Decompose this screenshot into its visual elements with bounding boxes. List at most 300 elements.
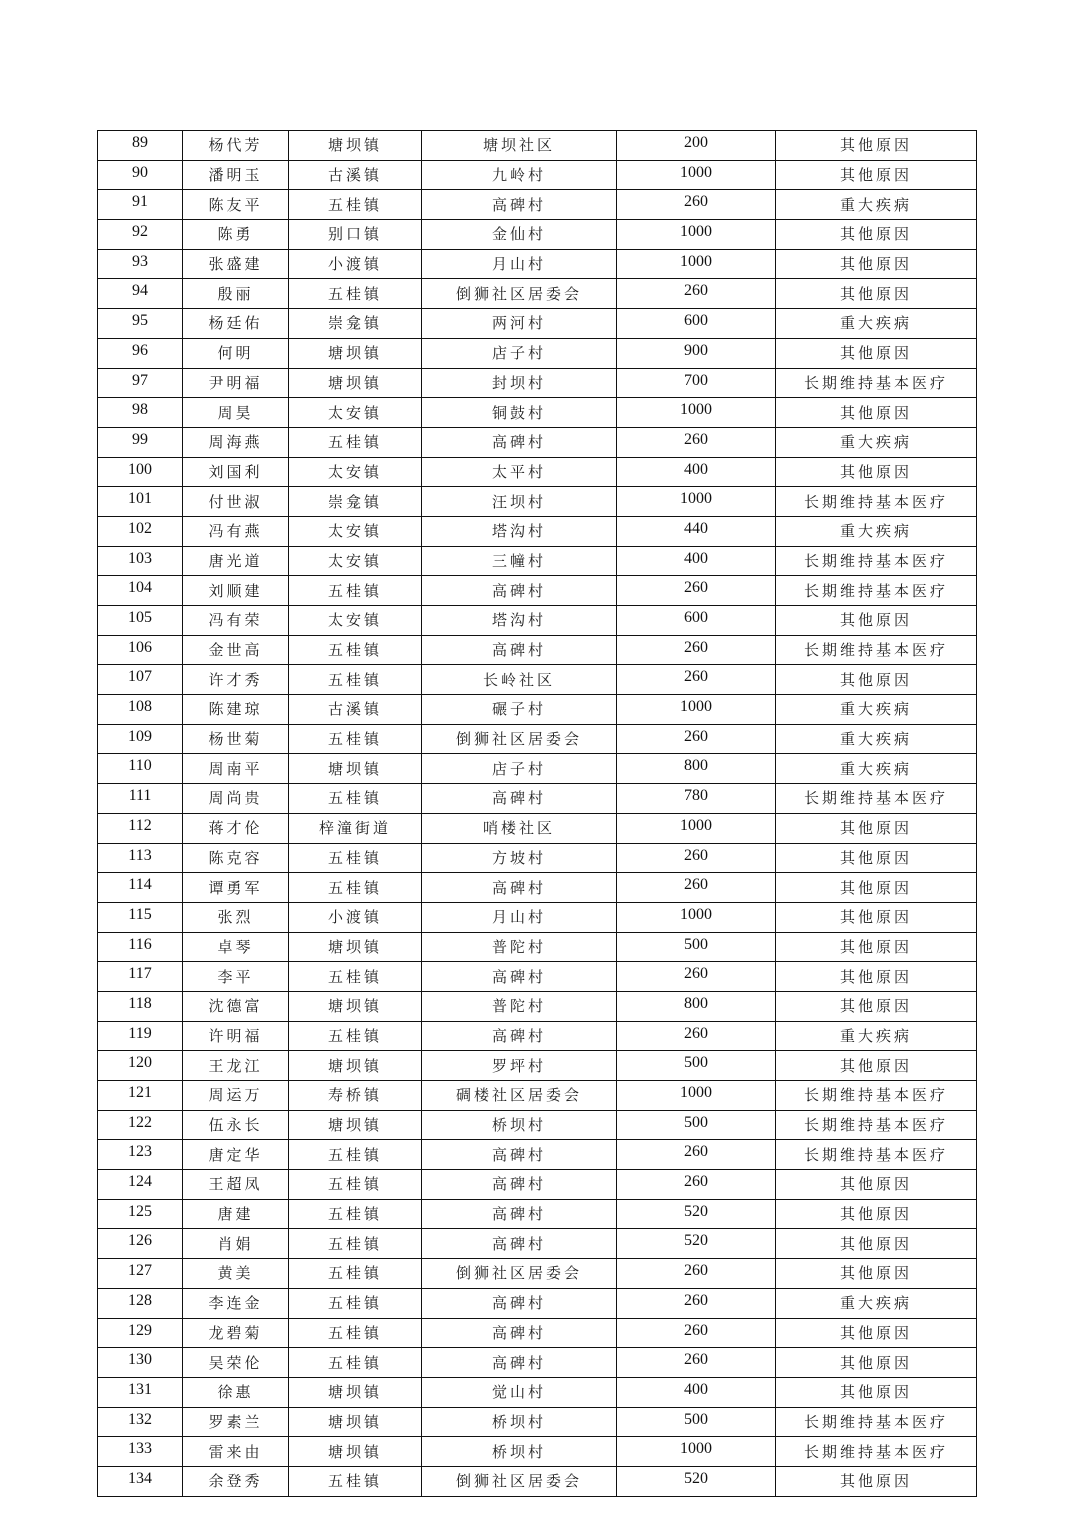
table-row xyxy=(98,1140,977,1170)
cell-village: 三幢村 xyxy=(422,546,617,576)
cell-index: 105 xyxy=(98,606,183,636)
cell-amount: 900 xyxy=(617,338,776,368)
cell-name: 杨世菊 xyxy=(183,724,289,754)
table-row xyxy=(98,1229,977,1259)
cell-reason: 重大疾病 xyxy=(776,724,977,754)
cell-village: 倒狮社区居委会 xyxy=(422,724,617,754)
cell-name: 张盛建 xyxy=(183,249,289,279)
cell-index: 134 xyxy=(98,1466,183,1496)
table-row xyxy=(98,813,977,843)
table-row xyxy=(98,309,977,339)
cell-reason: 其他原因 xyxy=(776,160,977,190)
cell-index: 122 xyxy=(98,1110,183,1140)
cell-amount: 520 xyxy=(617,1229,776,1259)
cell-town: 五桂镇 xyxy=(289,873,422,903)
cell-town: 梓潼街道 xyxy=(289,813,422,843)
cell-town: 别口镇 xyxy=(289,220,422,250)
cell-name: 唐建 xyxy=(183,1199,289,1229)
cell-town: 五桂镇 xyxy=(289,784,422,814)
cell-reason: 重大疾病 xyxy=(776,1021,977,1051)
cell-name: 杨廷佑 xyxy=(183,309,289,339)
cell-reason: 长期维持基本医疗 xyxy=(776,784,977,814)
cell-index: 90 xyxy=(98,160,183,190)
cell-village: 高碑村 xyxy=(422,1318,617,1348)
cell-index: 131 xyxy=(98,1377,183,1407)
cell-index: 103 xyxy=(98,546,183,576)
cell-index: 125 xyxy=(98,1199,183,1229)
table-row xyxy=(98,1170,977,1200)
cell-index: 119 xyxy=(98,1021,183,1051)
cell-reason: 其他原因 xyxy=(776,932,977,962)
cell-amount: 1000 xyxy=(617,902,776,932)
cell-amount: 440 xyxy=(617,516,776,546)
cell-reason: 其他原因 xyxy=(776,279,977,309)
cell-amount: 260 xyxy=(617,1140,776,1170)
table-row xyxy=(98,991,977,1021)
cell-village: 高碑村 xyxy=(422,1199,617,1229)
cell-name: 雷来由 xyxy=(183,1437,289,1467)
cell-reason: 长期维持基本医疗 xyxy=(776,487,977,517)
cell-index: 130 xyxy=(98,1348,183,1378)
cell-village: 倒狮社区居委会 xyxy=(422,1259,617,1289)
cell-name: 黄美 xyxy=(183,1259,289,1289)
cell-index: 106 xyxy=(98,635,183,665)
cell-reason: 长期维持基本医疗 xyxy=(776,546,977,576)
table-row xyxy=(98,784,977,814)
cell-name: 肖娟 xyxy=(183,1229,289,1259)
cell-index: 98 xyxy=(98,398,183,428)
cell-amount: 260 xyxy=(617,190,776,220)
table-row xyxy=(98,487,977,517)
cell-reason: 长期维持基本医疗 xyxy=(776,1081,977,1111)
cell-reason: 长期维持基本医疗 xyxy=(776,1140,977,1170)
cell-village: 月山村 xyxy=(422,249,617,279)
cell-index: 93 xyxy=(98,249,183,279)
cell-index: 97 xyxy=(98,368,183,398)
cell-reason: 重大疾病 xyxy=(776,754,977,784)
cell-town: 五桂镇 xyxy=(289,1259,422,1289)
cell-index: 117 xyxy=(98,962,183,992)
table-row xyxy=(98,754,977,784)
cell-reason: 其他原因 xyxy=(776,249,977,279)
cell-name: 卓琴 xyxy=(183,932,289,962)
table-row xyxy=(98,665,977,695)
cell-village: 高碑村 xyxy=(422,190,617,220)
cell-town: 五桂镇 xyxy=(289,427,422,457)
cell-name: 张烈 xyxy=(183,902,289,932)
cell-name: 尹明福 xyxy=(183,368,289,398)
cell-village: 方坡村 xyxy=(422,843,617,873)
cell-reason: 其他原因 xyxy=(776,220,977,250)
cell-village: 高碑村 xyxy=(422,1348,617,1378)
cell-name: 唐光道 xyxy=(183,546,289,576)
cell-index: 127 xyxy=(98,1259,183,1289)
table-row xyxy=(98,932,977,962)
cell-town: 塘坝镇 xyxy=(289,932,422,962)
table-row xyxy=(98,249,977,279)
table-row xyxy=(98,279,977,309)
table-row xyxy=(98,427,977,457)
cell-index: 109 xyxy=(98,724,183,754)
cell-name: 付世淑 xyxy=(183,487,289,517)
cell-town: 五桂镇 xyxy=(289,576,422,606)
table-row xyxy=(98,1259,977,1289)
cell-village: 哨楼社区 xyxy=(422,813,617,843)
cell-village: 觉山村 xyxy=(422,1377,617,1407)
cell-name: 殷丽 xyxy=(183,279,289,309)
cell-name: 唐定华 xyxy=(183,1140,289,1170)
cell-town: 塘坝镇 xyxy=(289,991,422,1021)
table-row xyxy=(98,576,977,606)
cell-town: 太安镇 xyxy=(289,398,422,428)
cell-name: 周昊 xyxy=(183,398,289,428)
cell-index: 128 xyxy=(98,1288,183,1318)
cell-reason: 其他原因 xyxy=(776,843,977,873)
cell-town: 塘坝镇 xyxy=(289,1051,422,1081)
cell-amount: 1000 xyxy=(617,487,776,517)
cell-reason: 其他原因 xyxy=(776,1199,977,1229)
cell-index: 126 xyxy=(98,1229,183,1259)
cell-index: 132 xyxy=(98,1407,183,1437)
cell-index: 92 xyxy=(98,220,183,250)
cell-amount: 500 xyxy=(617,1407,776,1437)
table-row xyxy=(98,546,977,576)
cell-name: 吴荣伦 xyxy=(183,1348,289,1378)
cell-town: 五桂镇 xyxy=(289,1348,422,1378)
cell-reason: 其他原因 xyxy=(776,1051,977,1081)
cell-name: 刘顺建 xyxy=(183,576,289,606)
cell-index: 113 xyxy=(98,843,183,873)
cell-index: 101 xyxy=(98,487,183,517)
cell-village: 碉楼社区居委会 xyxy=(422,1081,617,1111)
cell-index: 104 xyxy=(98,576,183,606)
cell-index: 114 xyxy=(98,873,183,903)
table-row xyxy=(98,160,977,190)
cell-town: 五桂镇 xyxy=(289,279,422,309)
cell-reason: 其他原因 xyxy=(776,131,977,161)
cell-reason: 长期维持基本医疗 xyxy=(776,1110,977,1140)
cell-reason: 其他原因 xyxy=(776,813,977,843)
cell-town: 古溪镇 xyxy=(289,160,422,190)
cell-name: 周尚贵 xyxy=(183,784,289,814)
cell-town: 五桂镇 xyxy=(289,962,422,992)
cell-village: 塘坝社区 xyxy=(422,131,617,161)
cell-amount: 800 xyxy=(617,991,776,1021)
cell-name: 沈德富 xyxy=(183,991,289,1021)
cell-reason: 其他原因 xyxy=(776,902,977,932)
table-row xyxy=(98,873,977,903)
table-row xyxy=(98,1466,977,1496)
cell-village: 高碑村 xyxy=(422,427,617,457)
cell-index: 120 xyxy=(98,1051,183,1081)
cell-village: 倒狮社区居委会 xyxy=(422,279,617,309)
cell-amount: 260 xyxy=(617,665,776,695)
cell-name: 王龙江 xyxy=(183,1051,289,1081)
cell-village: 桥坝村 xyxy=(422,1437,617,1467)
cell-index: 96 xyxy=(98,338,183,368)
cell-amount: 260 xyxy=(617,1288,776,1318)
cell-index: 123 xyxy=(98,1140,183,1170)
cell-town: 五桂镇 xyxy=(289,1170,422,1200)
cell-reason: 其他原因 xyxy=(776,665,977,695)
cell-amount: 500 xyxy=(617,932,776,962)
cell-village: 罗坪村 xyxy=(422,1051,617,1081)
cell-amount: 260 xyxy=(617,962,776,992)
cell-name: 龙碧菊 xyxy=(183,1318,289,1348)
cell-amount: 500 xyxy=(617,1051,776,1081)
cell-village: 九岭村 xyxy=(422,160,617,190)
cell-village: 桥坝村 xyxy=(422,1407,617,1437)
cell-index: 112 xyxy=(98,813,183,843)
cell-village: 店子村 xyxy=(422,754,617,784)
table-row xyxy=(98,1318,977,1348)
cell-index: 99 xyxy=(98,427,183,457)
cell-town: 五桂镇 xyxy=(289,635,422,665)
cell-town: 塘坝镇 xyxy=(289,368,422,398)
cell-village: 普陀村 xyxy=(422,991,617,1021)
cell-reason: 其他原因 xyxy=(776,457,977,487)
cell-index: 89 xyxy=(98,131,183,161)
cell-name: 周南平 xyxy=(183,754,289,784)
cell-village: 长岭社区 xyxy=(422,665,617,695)
table-row xyxy=(98,1021,977,1051)
cell-index: 110 xyxy=(98,754,183,784)
cell-amount: 1000 xyxy=(617,1437,776,1467)
cell-town: 五桂镇 xyxy=(289,1021,422,1051)
cell-village: 封坝村 xyxy=(422,368,617,398)
cell-name: 周运万 xyxy=(183,1081,289,1111)
table-row xyxy=(98,1288,977,1318)
table-row xyxy=(98,220,977,250)
cell-amount: 260 xyxy=(617,576,776,606)
cell-name: 伍永长 xyxy=(183,1110,289,1140)
cell-reason: 其他原因 xyxy=(776,606,977,636)
cell-town: 寿桥镇 xyxy=(289,1081,422,1111)
table-row xyxy=(98,1407,977,1437)
cell-town: 太安镇 xyxy=(289,457,422,487)
cell-town: 五桂镇 xyxy=(289,1288,422,1318)
cell-amount: 800 xyxy=(617,754,776,784)
cell-village: 铜鼓村 xyxy=(422,398,617,428)
table-row xyxy=(98,902,977,932)
cell-name: 罗素兰 xyxy=(183,1407,289,1437)
cell-town: 五桂镇 xyxy=(289,665,422,695)
cell-reason: 其他原因 xyxy=(776,1377,977,1407)
cell-amount: 260 xyxy=(617,635,776,665)
cell-town: 五桂镇 xyxy=(289,1199,422,1229)
cell-name: 陈勇 xyxy=(183,220,289,250)
cell-village: 塔沟村 xyxy=(422,516,617,546)
cell-amount: 1000 xyxy=(617,220,776,250)
cell-amount: 520 xyxy=(617,1466,776,1496)
cell-town: 太安镇 xyxy=(289,516,422,546)
assistance-table xyxy=(97,130,977,1497)
table-row xyxy=(98,962,977,992)
cell-name: 余登秀 xyxy=(183,1466,289,1496)
cell-reason: 重大疾病 xyxy=(776,1288,977,1318)
cell-village: 高碑村 xyxy=(422,635,617,665)
cell-name: 陈克容 xyxy=(183,843,289,873)
cell-village: 倒狮社区居委会 xyxy=(422,1466,617,1496)
table-row xyxy=(98,1437,977,1467)
table-row xyxy=(98,338,977,368)
cell-name: 李连金 xyxy=(183,1288,289,1318)
cell-name: 许明福 xyxy=(183,1021,289,1051)
cell-village: 太平村 xyxy=(422,457,617,487)
cell-town: 古溪镇 xyxy=(289,695,422,725)
table-row xyxy=(98,131,977,161)
table-row xyxy=(98,398,977,428)
cell-village: 桥坝村 xyxy=(422,1110,617,1140)
cell-amount: 700 xyxy=(617,368,776,398)
cell-index: 102 xyxy=(98,516,183,546)
cell-town: 五桂镇 xyxy=(289,1466,422,1496)
table-row xyxy=(98,1377,977,1407)
cell-amount: 260 xyxy=(617,873,776,903)
cell-village: 月山村 xyxy=(422,902,617,932)
cell-name: 李平 xyxy=(183,962,289,992)
cell-amount: 520 xyxy=(617,1199,776,1229)
cell-amount: 260 xyxy=(617,1021,776,1051)
cell-village: 高碑村 xyxy=(422,1288,617,1318)
cell-name: 蒋才伦 xyxy=(183,813,289,843)
table-row xyxy=(98,1348,977,1378)
cell-amount: 260 xyxy=(617,1348,776,1378)
cell-town: 五桂镇 xyxy=(289,1140,422,1170)
cell-town: 五桂镇 xyxy=(289,724,422,754)
cell-town: 塘坝镇 xyxy=(289,1407,422,1437)
cell-amount: 600 xyxy=(617,309,776,339)
cell-town: 小渡镇 xyxy=(289,249,422,279)
cell-index: 95 xyxy=(98,309,183,339)
table-row xyxy=(98,1051,977,1081)
cell-amount: 600 xyxy=(617,606,776,636)
cell-index: 100 xyxy=(98,457,183,487)
cell-town: 塘坝镇 xyxy=(289,1110,422,1140)
cell-reason: 其他原因 xyxy=(776,338,977,368)
cell-reason: 长期维持基本医疗 xyxy=(776,368,977,398)
cell-index: 111 xyxy=(98,784,183,814)
cell-index: 94 xyxy=(98,279,183,309)
cell-reason: 其他原因 xyxy=(776,1229,977,1259)
cell-village: 高碑村 xyxy=(422,1021,617,1051)
cell-town: 崇龛镇 xyxy=(289,487,422,517)
cell-amount: 1000 xyxy=(617,695,776,725)
cell-amount: 400 xyxy=(617,546,776,576)
cell-town: 塘坝镇 xyxy=(289,131,422,161)
cell-village: 店子村 xyxy=(422,338,617,368)
cell-amount: 260 xyxy=(617,1259,776,1289)
table-row xyxy=(98,635,977,665)
cell-index: 115 xyxy=(98,902,183,932)
cell-amount: 1000 xyxy=(617,398,776,428)
cell-town: 塘坝镇 xyxy=(289,1377,422,1407)
table-body xyxy=(98,131,977,1497)
cell-name: 金世高 xyxy=(183,635,289,665)
cell-index: 118 xyxy=(98,991,183,1021)
cell-reason: 其他原因 xyxy=(776,1466,977,1496)
cell-town: 五桂镇 xyxy=(289,1318,422,1348)
cell-amount: 1000 xyxy=(617,249,776,279)
cell-amount: 260 xyxy=(617,1170,776,1200)
table-row xyxy=(98,1081,977,1111)
cell-index: 121 xyxy=(98,1081,183,1111)
cell-index: 107 xyxy=(98,665,183,695)
cell-town: 塘坝镇 xyxy=(289,754,422,784)
table-row xyxy=(98,843,977,873)
cell-name: 冯有燕 xyxy=(183,516,289,546)
cell-reason: 重大疾病 xyxy=(776,695,977,725)
table-row xyxy=(98,1110,977,1140)
cell-reason: 长期维持基本医疗 xyxy=(776,576,977,606)
cell-name: 刘国利 xyxy=(183,457,289,487)
cell-reason: 重大疾病 xyxy=(776,427,977,457)
cell-reason: 其他原因 xyxy=(776,873,977,903)
cell-reason: 其他原因 xyxy=(776,1170,977,1200)
cell-amount: 1000 xyxy=(617,813,776,843)
cell-town: 五桂镇 xyxy=(289,1229,422,1259)
cell-town: 塘坝镇 xyxy=(289,338,422,368)
cell-village: 高碑村 xyxy=(422,784,617,814)
table-row xyxy=(98,695,977,725)
cell-reason: 重大疾病 xyxy=(776,309,977,339)
cell-town: 崇龛镇 xyxy=(289,309,422,339)
cell-reason: 长期维持基本医疗 xyxy=(776,1437,977,1467)
cell-reason: 其他原因 xyxy=(776,1318,977,1348)
cell-village: 高碑村 xyxy=(422,1140,617,1170)
cell-village: 高碑村 xyxy=(422,1170,617,1200)
cell-amount: 200 xyxy=(617,131,776,161)
table-row xyxy=(98,190,977,220)
table-row xyxy=(98,1199,977,1229)
cell-reason: 其他原因 xyxy=(776,1259,977,1289)
cell-amount: 260 xyxy=(617,1318,776,1348)
cell-amount: 780 xyxy=(617,784,776,814)
cell-amount: 260 xyxy=(617,724,776,754)
table-row xyxy=(98,368,977,398)
table-row xyxy=(98,606,977,636)
cell-town: 太安镇 xyxy=(289,606,422,636)
cell-village: 高碑村 xyxy=(422,962,617,992)
cell-village: 金仙村 xyxy=(422,220,617,250)
cell-town: 五桂镇 xyxy=(289,190,422,220)
cell-amount: 260 xyxy=(617,427,776,457)
table-row xyxy=(98,457,977,487)
cell-town: 太安镇 xyxy=(289,546,422,576)
cell-name: 谭勇军 xyxy=(183,873,289,903)
cell-reason: 其他原因 xyxy=(776,962,977,992)
cell-amount: 260 xyxy=(617,279,776,309)
cell-name: 徐惠 xyxy=(183,1377,289,1407)
cell-reason: 重大疾病 xyxy=(776,516,977,546)
cell-name: 许才秀 xyxy=(183,665,289,695)
cell-reason: 长期维持基本医疗 xyxy=(776,635,977,665)
cell-village: 高碑村 xyxy=(422,1229,617,1259)
cell-name: 陈建琼 xyxy=(183,695,289,725)
cell-amount: 400 xyxy=(617,1377,776,1407)
cell-index: 116 xyxy=(98,932,183,962)
cell-village: 两河村 xyxy=(422,309,617,339)
cell-town: 塘坝镇 xyxy=(289,1437,422,1467)
cell-village: 塔沟村 xyxy=(422,606,617,636)
cell-reason: 其他原因 xyxy=(776,398,977,428)
cell-name: 周海燕 xyxy=(183,427,289,457)
cell-index: 124 xyxy=(98,1170,183,1200)
cell-name: 王超凤 xyxy=(183,1170,289,1200)
cell-index: 133 xyxy=(98,1437,183,1467)
cell-reason: 其他原因 xyxy=(776,1348,977,1378)
cell-name: 陈友平 xyxy=(183,190,289,220)
